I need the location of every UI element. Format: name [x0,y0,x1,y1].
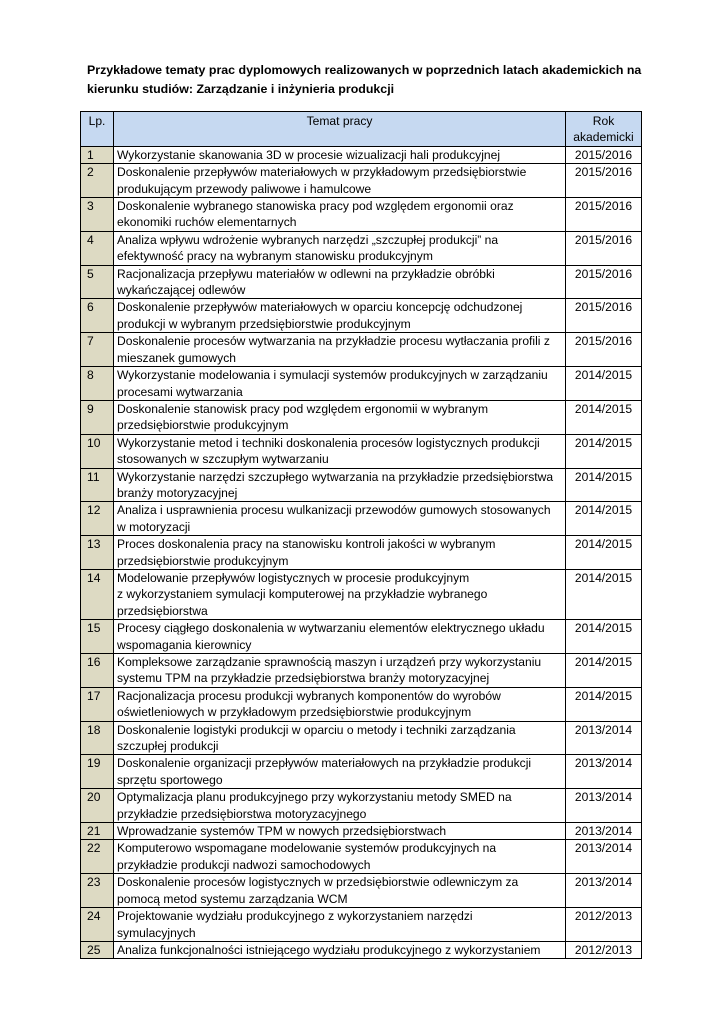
row-number-cell: 18 [81,721,114,755]
table-row [81,755,642,789]
table-row [81,468,642,502]
row-number-cell: 11 [81,468,114,502]
table-row [81,620,642,654]
topic-cell: Proces doskonalenia pracy na stanowisku kontroli jakości w wybranym przedsiębiorstwie produkcyjnym [114,536,566,570]
header-topic: Temat pracy [114,112,566,147]
row-number-cell: 23 [81,874,114,908]
row-number-cell: 10 [81,434,114,468]
topic-cell: Wykorzystanie skanowania 3D w procesie wizualizacji hali produkcyjnej [114,146,566,163]
table-row [81,146,642,163]
topic-cell: Doskonalenie przepływów materiałowych w oparciu koncepcję odchudzonej produkcji w wybranym przedsiębiorstwie produkcyjnym [114,299,566,333]
academic-year-cell: 2014/2015 [566,502,642,536]
table-row [81,231,642,265]
table-row [81,823,642,840]
topic-cell: Doskonalenie przepływów materiałowych w przykładowym przedsiębiorstwie produkującym przewody paliwowe i hamulcowe [114,164,566,198]
table-row [81,908,642,942]
row-number-cell: 1 [81,146,114,163]
table-row [81,687,642,721]
row-number-cell: 7 [81,333,114,367]
table-row [81,840,642,874]
table-row [81,367,642,401]
row-number-cell: 12 [81,502,114,536]
academic-year-cell: 2014/2015 [566,687,642,721]
topic-cell: Komputerowo wspomagane modelowanie systemów produkcyjnych na przykładzie produkcji nadwozi samochodowych [114,840,566,874]
academic-year-cell: 2014/2015 [566,620,642,654]
topic-cell: Racjonalizacja przepływu materiałów w odlewni na przykładzie obróbki wykańczającej odlewów [114,265,566,299]
header-lp: Lp. [81,112,114,147]
academic-year-cell: 2014/2015 [566,468,642,502]
academic-year-cell: 2014/2015 [566,536,642,570]
table-row [81,434,642,468]
row-number-cell: 13 [81,536,114,570]
row-number-cell: 5 [81,265,114,299]
topic-cell: Doskonalenie wybranego stanowiska pracy pod względem ergonomii oraz ekonomiki ruchów elementarnych [114,198,566,232]
topic-cell: Doskonalenie procesów wytwarzania na przykładzie procesu wytłaczania profili z mieszanek gumowych [114,333,566,367]
academic-year-cell: 2012/2013 [566,941,642,958]
row-number-cell: 4 [81,231,114,265]
academic-year-cell: 2013/2014 [566,789,642,823]
row-number-cell: 8 [81,367,114,401]
topic-cell: Wykorzystanie metod i techniki doskonalenia procesów logistycznych produkcji stosowanych w szczupłym wytwarzaniu [114,434,566,468]
topic-cell: Doskonalenie organizacji przepływów materiałowych na przykładzie produkcji sprzętu sportowego [114,755,566,789]
academic-year-cell: 2012/2013 [566,908,642,942]
topic-cell: Doskonalenie stanowisk pracy pod względem ergonomii w wybranym przedsiębiorstwie produkcyjnym [114,400,566,434]
topic-cell: Projektowanie wydziału produkcyjnego z wykorzystaniem narzędzi symulacyjnych [114,908,566,942]
row-number-cell: 6 [81,299,114,333]
topic-cell: Racjonalizacja procesu produkcji wybranych komponentów do wyrobów oświetleniowych w przykładowym przedsiębiorstwie produkcyjnym [114,687,566,721]
table-row [81,941,642,958]
row-number-cell: 2 [81,164,114,198]
topic-cell: Wprowadzanie systemów TPM w nowych przedsiębiorstwach [114,823,566,840]
academic-year-cell: 2013/2014 [566,840,642,874]
topic-cell: Analiza funkcjonalności istniejącego wydziału produkcyjnego z wykorzystaniem [114,941,566,958]
table-row [81,502,642,536]
table-row [81,536,642,570]
table-row [81,721,642,755]
table-row [81,164,642,198]
row-number-cell: 16 [81,654,114,688]
row-number-cell: 21 [81,823,114,840]
academic-year-cell: 2015/2016 [566,146,642,163]
academic-year-cell: 2013/2014 [566,823,642,840]
row-number-cell: 24 [81,908,114,942]
topic-cell: Wykorzystanie modelowania i symulacji systemów produkcyjnych w zarządzaniu procesami wytwarzania [114,367,566,401]
row-number-cell: 19 [81,755,114,789]
row-number-cell: 22 [81,840,114,874]
header-year: Rok akademicki [566,112,642,147]
topic-cell: Doskonalenie procesów logistycznych w przedsiębiorstwie odlewniczym za pomocą metod systemu zarządzania WCM [114,874,566,908]
academic-year-cell: 2015/2016 [566,333,642,367]
academic-year-cell: 2014/2015 [566,400,642,434]
academic-year-cell: 2015/2016 [566,231,642,265]
academic-year-cell: 2014/2015 [566,569,642,619]
academic-year-cell: 2013/2014 [566,755,642,789]
topic-cell: Analiza i usprawnienia procesu wulkanizacji przewodów gumowych stosowanych w motoryzacji [114,502,566,536]
row-number-cell: 9 [81,400,114,434]
table-row [81,198,642,232]
page-title: Przykładowe tematy prac dyplomowych realizowanych w poprzednich latach akademickich na kierunku studiów: Zarządzanie i inżynieria produkcji [87,63,642,96]
academic-year-cell: 2014/2015 [566,434,642,468]
academic-year-cell: 2015/2016 [566,164,642,198]
row-number-cell: 20 [81,789,114,823]
table-row [81,400,642,434]
thesis-topics-table [80,111,642,959]
academic-year-cell: 2015/2016 [566,299,642,333]
academic-year-cell: 2014/2015 [566,654,642,688]
table-row [81,265,642,299]
academic-year-cell: 2015/2016 [566,198,642,232]
row-number-cell: 25 [81,941,114,958]
table-header-row [81,112,642,147]
topic-cell: Procesy ciągłego doskonalenia w wytwarzaniu elementów elektrycznego układu wspomagania kierownicy [114,620,566,654]
academic-year-cell: 2015/2016 [566,265,642,299]
table-row [81,874,642,908]
topic-cell: Modelowanie przepływów logistycznych w procesie produkcyjnym z wykorzystaniem symulacji komputerowej na przykładzie wybranego przedsiębiorstwa [114,569,566,619]
table-row [81,333,642,367]
row-number-cell: 3 [81,198,114,232]
row-number-cell: 14 [81,569,114,619]
table-row [81,299,642,333]
table-row [81,789,642,823]
table-row [81,569,642,619]
academic-year-cell: 2013/2014 [566,721,642,755]
topic-cell: Optymalizacja planu produkcyjnego przy wykorzystaniu metody SMED na przykładzie przedsiębiorstwa motoryzacyjnego [114,789,566,823]
academic-year-cell: 2013/2014 [566,874,642,908]
topic-cell: Kompleksowe zarządzanie sprawnością maszyn i urządzeń przy wykorzystaniu systemu TPM na przykładzie przedsiębiorstwa branży motoryzacyjnej [114,654,566,688]
academic-year-cell: 2014/2015 [566,367,642,401]
topic-cell: Analiza wpływu wdrożenie wybranych narzędzi „szczupłej produkcji” na efektywność pracy na wybranym stanowisku produkcyjnym [114,231,566,265]
topic-cell: Doskonalenie logistyki produkcji w oparciu o metody i techniki zarządzania szczupłej produkcji [114,721,566,755]
table-row [81,654,642,688]
topic-cell: Wykorzystanie narzędzi szczupłego wytwarzania na przykładzie przedsiębiorstwa branży motoryzacyjnej [114,468,566,502]
row-number-cell: 15 [81,620,114,654]
row-number-cell: 17 [81,687,114,721]
